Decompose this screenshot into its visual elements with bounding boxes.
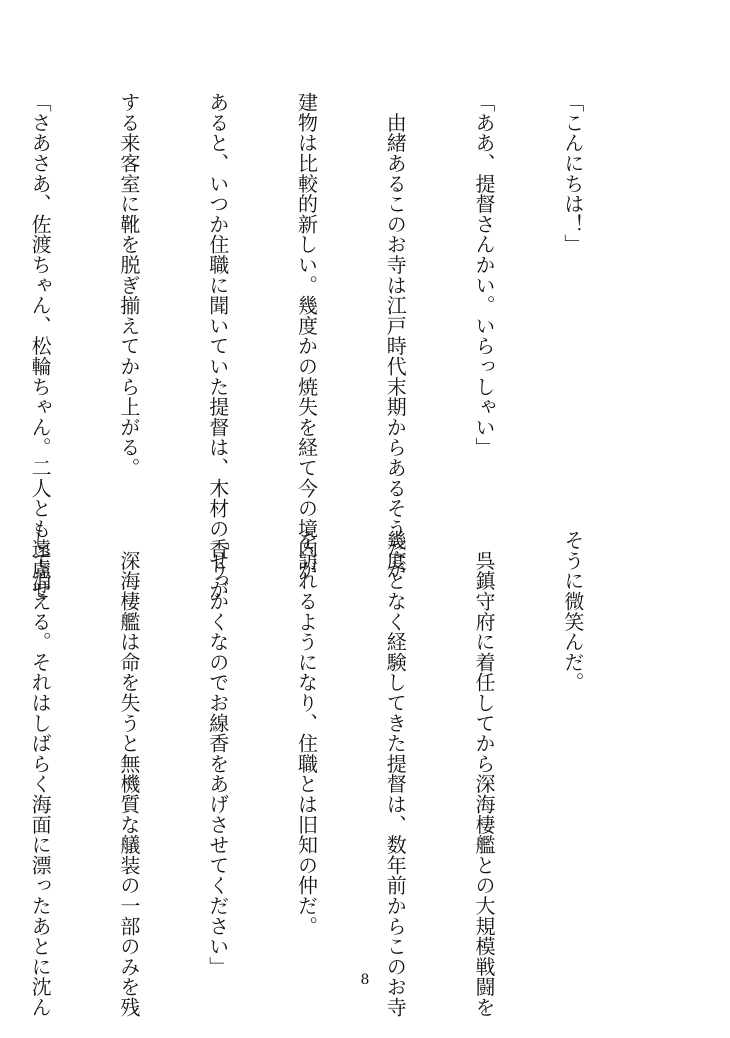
text-line: して消える。それはしばらく海面に漂ったあとに沈ん <box>28 530 53 1018</box>
text-line: あると、いつか住職に聞いていた提督は、木材の香りが <box>205 92 230 600</box>
text-line: 深海棲艦は命を失うと無機質な艤装の一部のみを残 <box>116 530 141 1018</box>
page-number: 8 <box>360 972 370 988</box>
text-line: そうに微笑んだ。 <box>560 530 585 693</box>
text-line: 建物は比較的新しい。幾度かの焼失を経て今の境内が <box>294 92 319 580</box>
text-line: 「ああ、提督さんかい。いらっしゃい」 <box>472 92 497 458</box>
text-line: 「こんにちは！」 <box>560 92 585 255</box>
text-line: 幾度となく経験してきた提督は、数年前からこのお寺 <box>383 530 408 1018</box>
text-line: 「さあさあ、佐渡ちゃん、松輪ちゃん。二人とも遠慮せ <box>28 92 53 600</box>
text-line: 由緒あるこのお寺は江戸時代末期からあるそうだが <box>383 92 408 580</box>
text-line: を訪れるようになり、住職とは旧知の仲だ。 <box>294 530 319 936</box>
text-line: する来客室に靴を脱ぎ揃えてから上がる。 <box>116 92 141 478</box>
lower-text-block <box>28 530 646 1018</box>
text-line: 呉鎮守府に着任してから深海棲艦との大規模戦闘を <box>472 530 497 1018</box>
text-line: 「せっかくなのでお線香をあげさせてください」 <box>205 530 230 977</box>
upper-text-block <box>28 92 646 600</box>
